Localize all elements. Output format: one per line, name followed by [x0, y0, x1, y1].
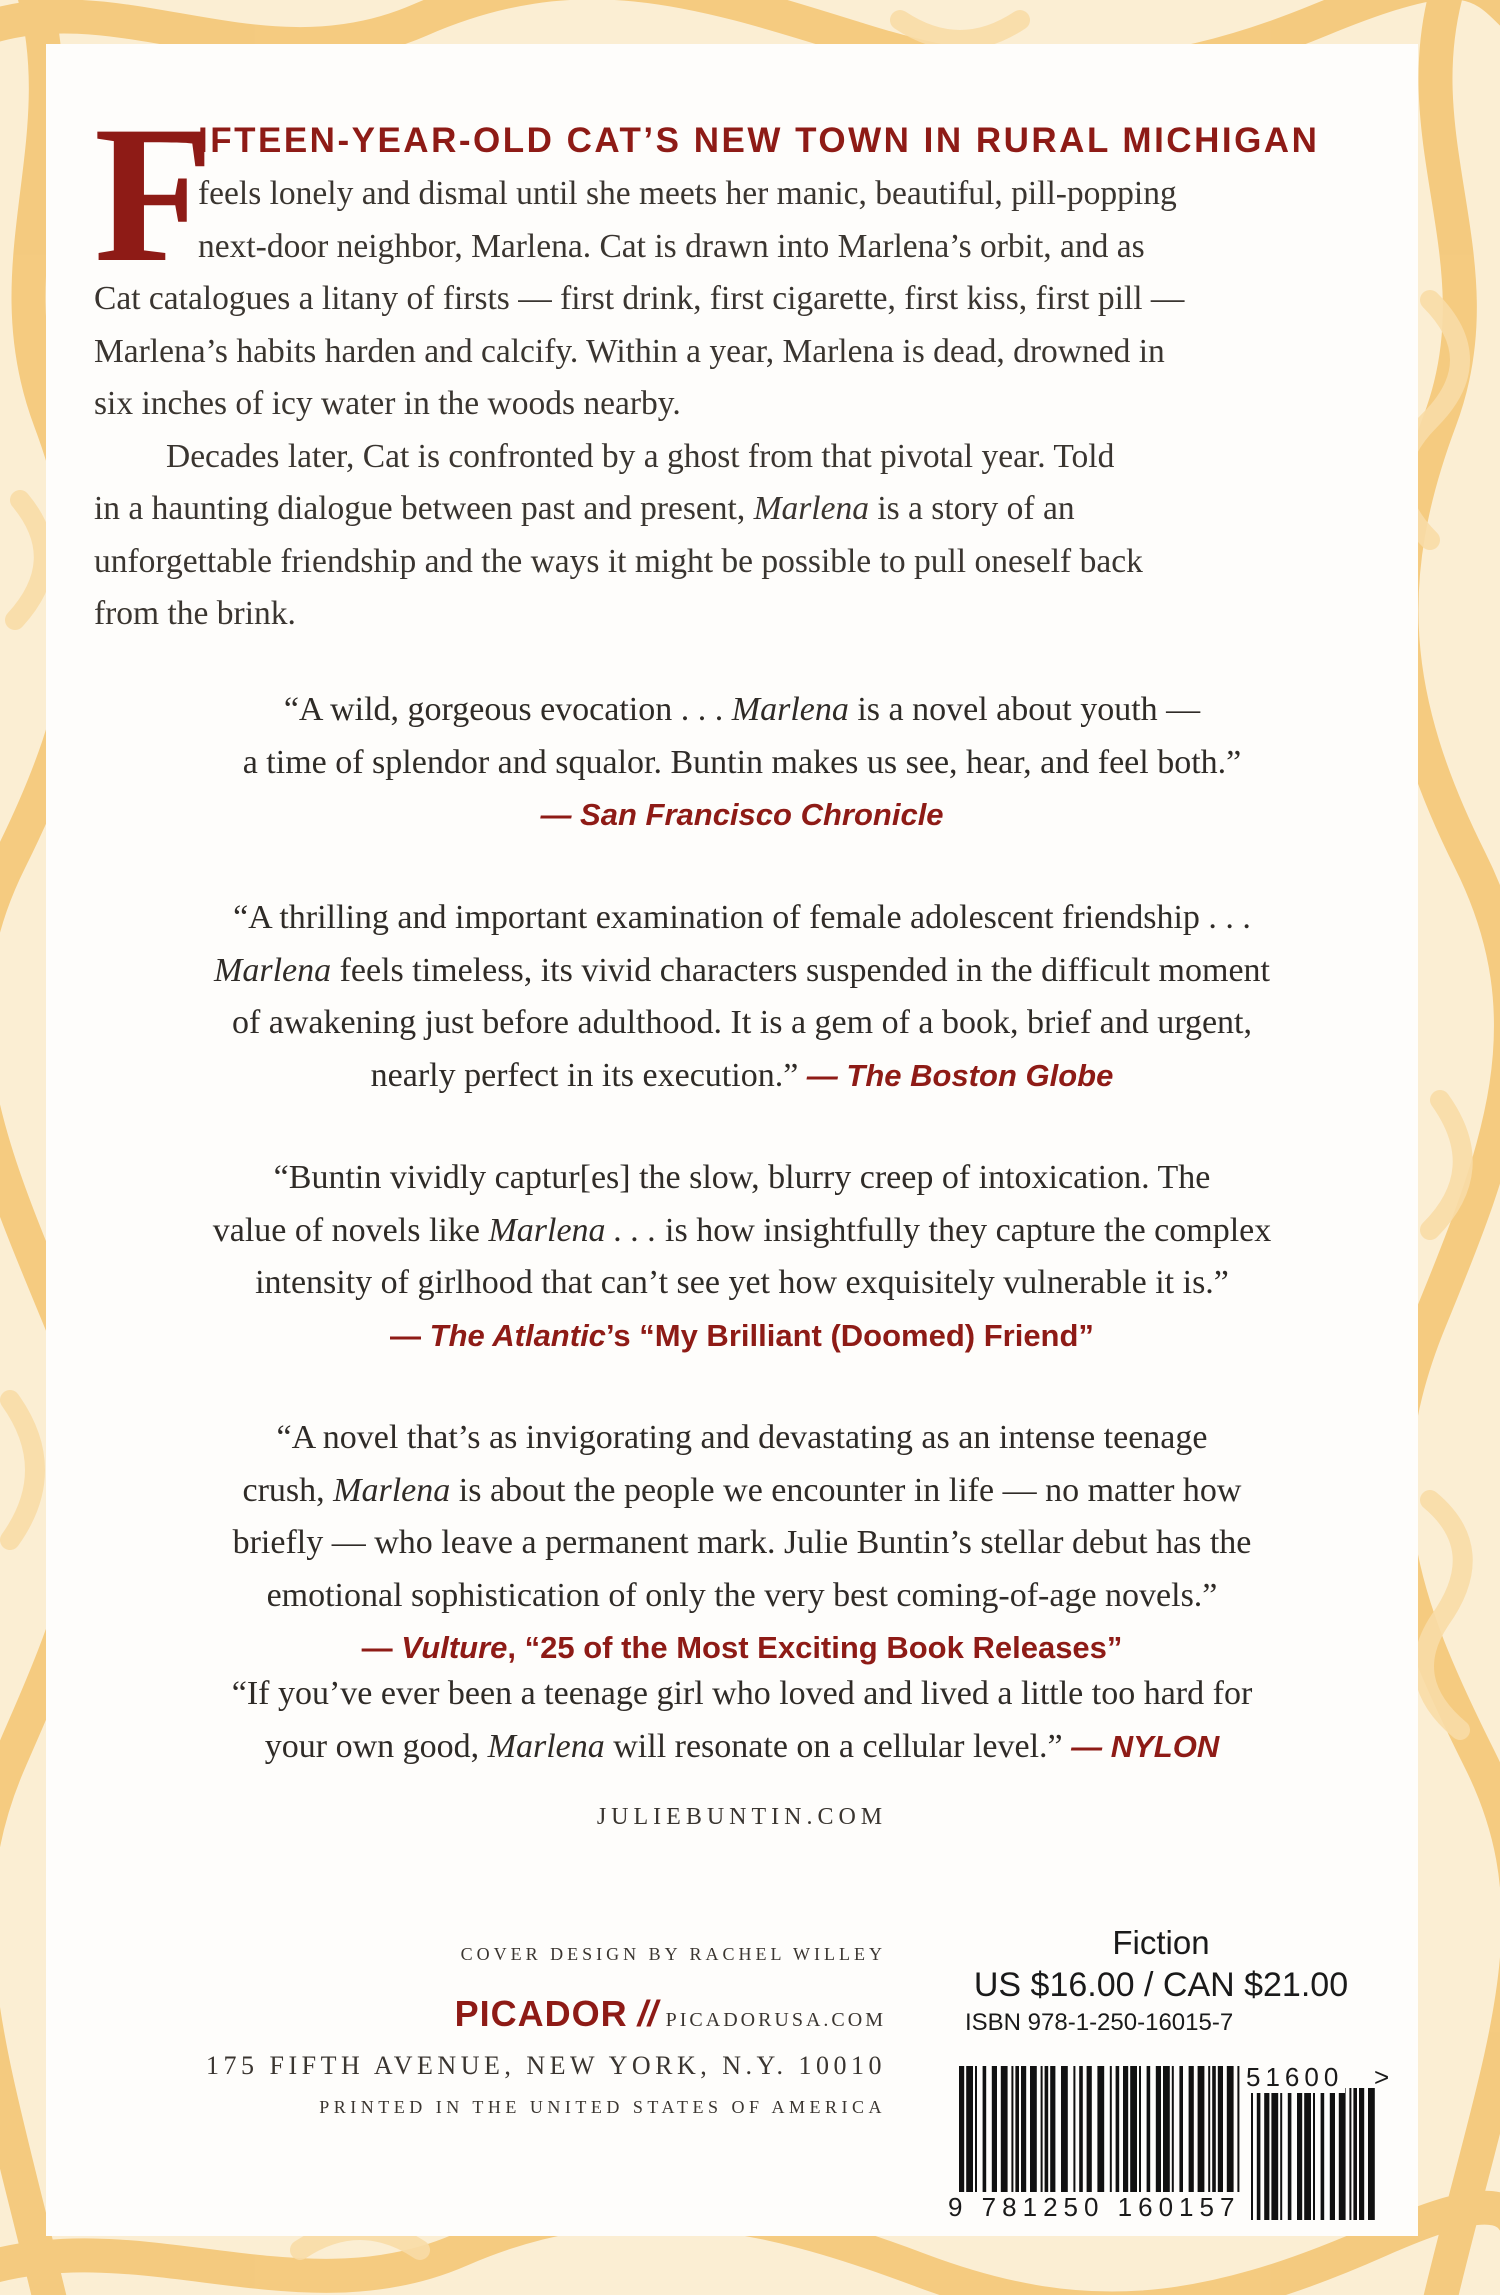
barcode-bar [1061, 2066, 1068, 2198]
text-span: feels timeless, its vivid characters suspended in the difficult moment [331, 951, 1270, 989]
quote-line: “Buntin vividly captur[es] the slow, blurry creep of intoxication. The [273, 1159, 1211, 1196]
barcode-bar [1045, 2066, 1049, 2198]
book-title: Marlena [753, 490, 869, 527]
quote-source [94, 1622, 1390, 1675]
text-span: value of novels like [212, 1211, 489, 1249]
isbn-label: ISBN 978-1-250-16015-7 [965, 2009, 1234, 2036]
barcode-main-bars [959, 2066, 1239, 2198]
barcode-bar [1087, 2066, 1092, 2198]
barcode-bar [1163, 2066, 1170, 2198]
barcode-bar [966, 2066, 973, 2198]
quote-line: “A thrilling and important examination of female adolescent friendship . . . [233, 899, 1251, 936]
barcode-bar [1123, 2066, 1128, 2198]
back-cover-panel [46, 44, 1418, 2236]
printed-in: PRINTED IN THE UNITED STATES OF AMERICA [319, 2097, 886, 2117]
publisher-url: PICADORUSA.COM [665, 2009, 886, 2031]
barcode-bar [1110, 2066, 1112, 2198]
barcode-bar [1349, 2088, 1351, 2220]
barcode-bar [1097, 2066, 1104, 2198]
barcode-bar [1116, 2066, 1120, 2198]
barcode-bar [1227, 2066, 1234, 2198]
text-span: — [361, 1630, 402, 1665]
book-title: Marlena [333, 1471, 451, 1509]
publisher-slashes: // [637, 1993, 658, 2034]
barcode-bar [1330, 2088, 1335, 2220]
text-span: ’s “My Brilliant (Doomed) Friend” [605, 1317, 1094, 1353]
quote-line [94, 1721, 1390, 1774]
barcode-bar [1313, 2088, 1315, 2220]
barcode-bar [1251, 2088, 1253, 2220]
barcode-bar [1218, 2066, 1223, 2198]
source-name: — San Francisco Chronicle [540, 797, 944, 832]
publisher-line [106, 1993, 886, 2035]
quote-line: “If you’ve ever been a teenage girl who loved and lived a little too hard for [231, 1675, 1253, 1712]
barcode-digits: 9 781250 160157 [948, 2192, 1241, 2222]
synopsis-lead: IFTEEN-YEAR-OLD CAT’S NEW TOWN IN RURAL MICHIGAN [198, 121, 1320, 160]
book-title: Marlena [731, 691, 849, 728]
barcode-bar [1130, 2066, 1137, 2198]
quote-line: emotional sophistication of only the very best coming-of-age novels.” [266, 1576, 1218, 1614]
text-span: crush, [242, 1471, 334, 1509]
quote-line: of awakening just before adulthood. It is a gem of a book, brief and urgent, [231, 1004, 1253, 1041]
barcode-bar [1304, 2088, 1311, 2220]
barcode-bar [1179, 2066, 1183, 2198]
synopsis-line: Marlena’s habits harden and calcify. Within a year, Marlena is dead, drowned in [94, 332, 1165, 370]
text-span: is a story of an [868, 490, 1075, 527]
source-name: Vulture [401, 1630, 508, 1665]
barcode-bar [1011, 2066, 1013, 2198]
quote-line: briefly — who leave a permanent mark. Julie Buntin’s stellar debut has the [232, 1524, 1252, 1561]
text-span: is a novel about youth — [848, 691, 1201, 728]
barcode-bar [1172, 2066, 1174, 2198]
barcode-bar [1280, 2088, 1282, 2220]
text-span: , “25 of the Most Exciting Book Releases” [507, 1630, 1123, 1665]
publisher-address: 175 FIFTH AVENUE, NEW YORK, N.Y. 10010 [206, 2051, 886, 2080]
quote-line [94, 1050, 1390, 1103]
genre-label: Fiction [1112, 1924, 1210, 1961]
synopsis [94, 86, 1390, 641]
barcode-bar [1041, 2066, 1043, 2198]
quote-source: — NYLON [1071, 1728, 1220, 1764]
barcode-bar [959, 2066, 964, 2198]
book-title: Marlena . . . [488, 1211, 657, 1249]
quote-line [94, 1465, 1390, 1518]
barcode-bar [1264, 2088, 1269, 2220]
barcode-bar [1359, 2088, 1364, 2220]
review-quote-2 [94, 892, 1390, 1102]
text-span: in a haunting dialogue between past and present, [94, 490, 754, 527]
barcode-bar [1139, 2066, 1141, 2198]
text-span: nearly perfect in its execution.” [370, 1056, 799, 1094]
barcode-bar [1079, 2066, 1083, 2198]
review-quote-3 [94, 1152, 1390, 1362]
barcode-bar [1156, 2066, 1161, 2198]
barcode-bar [1208, 2066, 1210, 2198]
publisher-credits [106, 1944, 886, 2118]
addon-digits: 51600 [1246, 2062, 1344, 2092]
barcode-bar [992, 2066, 997, 2198]
barcode-bar [1198, 2066, 1205, 2198]
text-span: is about the people we encounter in life — no matter how [450, 1471, 1242, 1509]
quote-source [94, 1310, 1390, 1363]
barcode-bar [1297, 2088, 1302, 2220]
price-block [931, 1924, 1391, 2037]
barcode-bar [1339, 2088, 1346, 2220]
synopsis-line: from the brink. [94, 595, 296, 632]
synopsis-line: Cat catalogues a litany of firsts — first drink, first cigarette, first kiss, first pill — [94, 280, 1185, 317]
quote-line: a time of splendor and squalor. Buntin makes us see, hear, and feel both.” [242, 743, 1242, 781]
barcode-bar [975, 2066, 977, 2198]
review-quote-5 [94, 1668, 1390, 1773]
quote-source [94, 789, 1390, 842]
synopsis-line: next-door neighbor, Marlena. Cat is drawn into Marlena’s orbit, and as [198, 227, 1145, 265]
source-name: The Atlantic [429, 1317, 606, 1353]
book-title: Marlena [487, 1727, 605, 1765]
synopsis-line: unforgettable friendship and the ways it might be possible to pull oneself back [94, 542, 1143, 580]
barcode-bar [1030, 2066, 1037, 2198]
synopsis-line: feels lonely and dismal until she meets her manic, beautiful, pill-popping [198, 175, 1177, 212]
barcode-bar [1288, 2088, 1292, 2220]
barcode-bar [1271, 2088, 1278, 2220]
text-span: — [390, 1317, 430, 1353]
barcode-bar [1050, 2066, 1055, 2198]
barcode-bar [1212, 2066, 1216, 2198]
barcode-bar [1321, 2088, 1325, 2220]
barcode-bar [1073, 2066, 1075, 2198]
barcode-bar [1353, 2088, 1357, 2220]
barcode-addon-bars [1251, 2088, 1375, 2220]
synopsis-line: six inches of icy water in the woods nearby. [94, 385, 681, 422]
barcode-bar [1237, 2066, 1239, 2198]
publisher-logo: PICADOR [454, 1993, 628, 2034]
quote-line [94, 945, 1390, 998]
barcode-bar [1015, 2066, 1019, 2198]
barcode-bar [983, 2066, 987, 2198]
price-label: US $16.00 / CAN $21.00 [973, 1966, 1349, 2004]
cover-design-credit: COVER DESIGN BY RACHEL WILLEY [460, 1944, 886, 1964]
text-span: is how insightfully they capture the complex [656, 1211, 1272, 1249]
text-span: will resonate on a cellular level.” [604, 1727, 1072, 1765]
barcode-bar [1001, 2066, 1008, 2198]
author-website: JULIEBUNTIN.COM [596, 1804, 888, 1830]
quote-line [94, 684, 1390, 737]
text-span: “A wild, gorgeous evocation . . . [283, 691, 732, 728]
quote-line: intensity of girlhood that can’t see yet how exquisitely vulnerable it is.” [255, 1264, 1229, 1301]
text-span: your own good, [264, 1727, 488, 1765]
quote-line: “A novel that’s as invigorating and devastating as an intense teenage [276, 1419, 1208, 1456]
synopsis-line: Decades later, Cat is confronted by a ghost from that pivotal year. Told [166, 437, 1115, 475]
book-title: Marlena [214, 951, 332, 989]
quote-line [94, 1205, 1390, 1258]
review-quote-1 [94, 684, 1390, 842]
drop-cap: F [94, 86, 214, 303]
addon-mark: > [1374, 2062, 1390, 2092]
review-quote-4 [94, 1412, 1390, 1675]
barcode-bar [1189, 2066, 1194, 2198]
barcode-bar [1257, 2088, 1261, 2220]
barcode-bar [1147, 2066, 1151, 2198]
quote-source: — The Boston Globe [806, 1057, 1114, 1093]
synopsis-line [94, 483, 1390, 536]
barcode-bar [1368, 2088, 1375, 2220]
barcode-bar [1021, 2066, 1026, 2198]
